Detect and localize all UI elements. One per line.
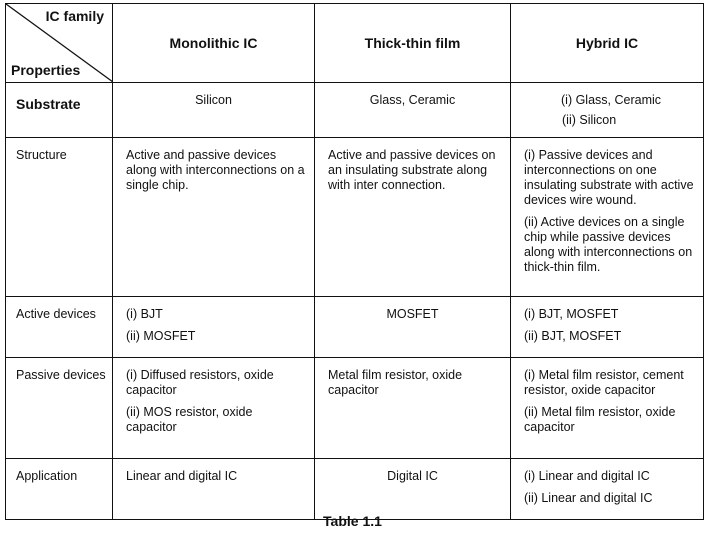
column-header-hybrid: Hybrid IC [511,4,704,83]
cell-text: (i) Diffused resistors, oxide capacitor [126,368,274,397]
cell-text: Active and passive devices on an insulating substrate along with inter connection. [328,148,496,192]
cell-text: (i) Passive devices and interconnections on one insulating substrate with active devices wire wound. [524,148,694,207]
corner-header-cell [6,4,113,83]
cell-hybrid [511,83,704,138]
property-label: Application [6,459,113,520]
cell-text: Metal film resistor, oxide capacitor [328,368,463,397]
cell-text: (i) BJT [126,307,163,321]
cell-text: (ii) Linear and digital IC [524,491,653,505]
cell-thick-thin [315,297,511,358]
cell-text: (i) BJT, MOSFET [524,307,619,321]
cell-thick-thin [315,83,511,138]
cell-monolithic [113,138,315,297]
cell-thick-thin [315,138,511,297]
cell-text: (ii) Active devices on a single chip while passive devices along with interconnections on thick-thin film. [524,215,693,274]
cell-hybrid [511,297,704,358]
cell-hybrid [511,358,704,459]
cell-monolithic [113,83,315,138]
table-caption: Table 1.1 [323,513,382,529]
property-label: Structure [6,138,113,297]
cell-text: Glass, Ceramic [369,93,456,107]
cell-text: (ii) MOS resistor, oxide capacitor [126,405,253,434]
property-label: Passive devices [6,358,113,459]
cell-text: Linear and digital IC [126,469,238,483]
corner-label-properties: Properties [11,62,81,78]
row-substrate [6,83,704,138]
property-label: Active devices [6,297,113,358]
cell-thick-thin [315,358,511,459]
row-structure [6,138,704,297]
cell-thick-thin [315,459,511,520]
cell-text: (i) Metal film resistor, cement resistor, oxide capacitor [524,368,684,397]
cell-text: MOSFET [386,307,439,321]
cell-text: (ii) Metal film resistor, oxide capacitor [524,405,676,434]
column-header-monolithic: Monolithic IC [113,4,315,83]
cell-monolithic [113,297,315,358]
row-passive-devices [6,358,704,459]
cell-monolithic [113,459,315,520]
cell-text: (i) Glass, Ceramic [561,93,662,107]
ic-comparison-table [5,3,704,520]
header-row [6,4,704,83]
cell-text: (ii) BJT, MOSFET [524,329,622,343]
corner-label-ic-family: IC family [45,8,104,24]
cell-text: (ii) MOSFET [126,329,196,343]
property-label: Substrate [6,83,113,138]
row-active-devices [6,297,704,358]
row-application [6,459,704,520]
cell-text: (ii) Silicon [562,113,617,127]
cell-text: (i) Linear and digital IC [524,469,650,483]
cell-text: Silicon [195,93,232,107]
cell-text: Active and passive devices along with interconnections on a single chip. [126,148,305,192]
column-header-thick-thin: Thick-thin film [315,4,511,83]
cell-text: Digital IC [387,469,438,483]
cell-monolithic [113,358,315,459]
cell-hybrid [511,138,704,297]
cell-hybrid [511,459,704,520]
